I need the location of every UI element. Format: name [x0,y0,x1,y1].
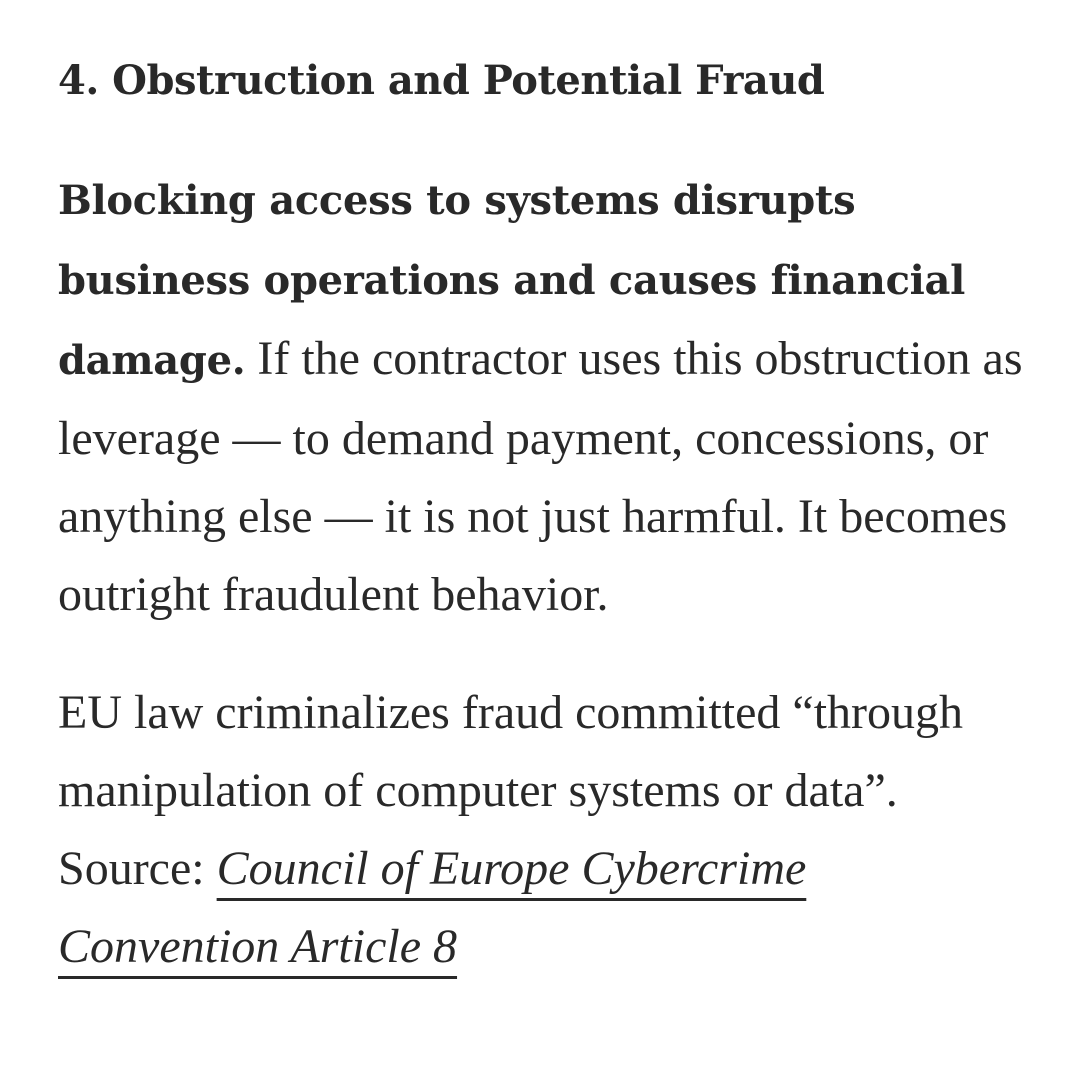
bold-lead-sentence: Blocking access to systems disrupts business operations and causes financial damage. [58,177,966,384]
paragraph-eu-law [58,674,1038,986]
article-body [58,52,1038,986]
paragraph-obstruction-text: If the contractor uses this obstruction as leverage — to demand payment, concessions, or anything else — it is not just harmful. It becomes outright fraudulent behavior. [58,332,1023,621]
paragraph-obstruction [58,160,1038,634]
section-heading: 4. Obstruction and Potential Fraud [58,57,825,104]
paragraph-eu-law-text: EU law criminalizes fraud committed “through manipulation of computer systems or data”. Source: [58,686,964,895]
source-link[interactable]: Council of Europe Cybercrime Convention Article 8 [58,842,807,973]
